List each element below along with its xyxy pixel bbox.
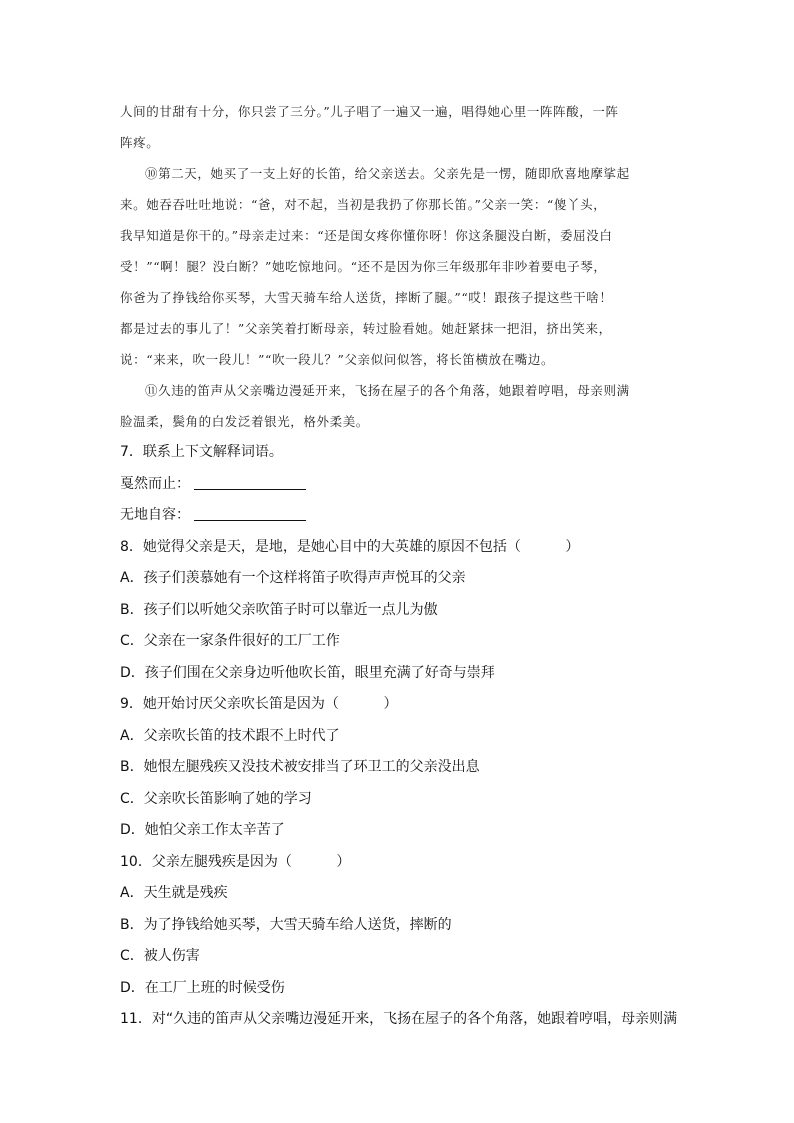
question-7 <box>120 437 676 532</box>
option-a[interactable]: A．天生就是残疾 <box>120 885 228 901</box>
reading-passage <box>120 96 676 437</box>
question-9 <box>120 689 676 847</box>
option-d[interactable]: D．孩子们围在父亲身边听他吹长笛，眼里充满了好奇与崇拜 <box>120 664 495 681</box>
question-stem-end: ） <box>336 853 351 870</box>
question-8 <box>120 532 676 690</box>
passage-line: 你爸为了挣钱给你买琴，大雪天骑车给人送货，摔断了腿。”“哎！跟孩子提这些干啥！ <box>120 290 613 305</box>
question-stem-text: 10．父亲左腿残疾是因为（ <box>120 853 292 870</box>
vocab-word: 戛然而止： <box>120 475 190 492</box>
vocab-word: 无地自容： <box>120 507 190 523</box>
question-stem: 11．对“久违的笛声从父亲嘴边漫延开来，飞扬在屋子的各个角落，她跟着哼唱，母亲则满 <box>120 1011 678 1027</box>
passage-line: ⑩第二天，她买了一支上好的长笛，给父亲送去。父亲先是一愣，随即欣喜地摩挲起 <box>145 166 630 181</box>
option-c[interactable]: C．被人伤害 <box>120 948 200 964</box>
option-a[interactable]: A．孩子们羡慕她有一个这样将笛子吹得声声悦耳的父亲 <box>120 570 466 586</box>
answer-paren[interactable] <box>521 532 566 564</box>
question-stem-text: 8．她觉得父亲是天，是地，是她心目中的大英雄的原因不包括（ <box>120 538 521 555</box>
option-d[interactable]: D．她怕父亲工作太辛苦了 <box>120 822 285 838</box>
answer-blank[interactable] <box>194 472 306 490</box>
option-a[interactable]: A．父亲吹长笛的技术跟不上时代了 <box>120 727 340 744</box>
question-stem-text: 9．她开始讨厌父亲吹长笛是因为（ <box>120 696 339 712</box>
passage-line: 受！”“啊！腿？没白断？”她吃惊地问。“还不是因为你三年级那年非吵着要电子琴， <box>120 259 607 274</box>
option-d[interactable]: D．在工厂上班的时候受伤 <box>120 979 285 996</box>
option-c[interactable]: C．父亲在一家条件很好的工厂工作 <box>120 633 340 649</box>
passage-line: 我早知道是你干的。”母亲走过来：“还是闺女疼你懂你呀！你这条腿没白断，委屈没白 <box>120 228 613 243</box>
option-c[interactable]: C．父亲吹长笛影响了她的学习 <box>120 790 312 807</box>
question-stem <box>120 532 676 564</box>
option-b[interactable]: B．为了挣钱给她买琴，大雪天骑车给人送货，摔断的 <box>120 916 452 933</box>
question-10 <box>120 847 676 1005</box>
answer-paren[interactable] <box>339 689 384 721</box>
passage-line: 阵疼。 <box>120 135 160 150</box>
passage-line: 人间的甘甜有十分，你只尝了三分。”儿子唱了一遍又一遍，唱得她心里一阵阵酸，一阵 <box>120 104 619 119</box>
question-stem <box>120 847 676 879</box>
option-b[interactable]: B．孩子们以听她父亲吹笛子时可以靠近一点儿为傲 <box>120 601 438 618</box>
vocab-item <box>120 500 676 532</box>
question-stem: 7．联系上下文解释词语。 <box>120 444 283 460</box>
option-b[interactable]: B．她恨左腿残疾又没技术被安排当了环卫工的父亲没出息 <box>120 759 480 775</box>
passage-line: 都是过去的事儿了！”父亲笑着打断母亲，转过脸看她。她赶紧抹一把泪，挤出笑来， <box>120 321 612 336</box>
passage-line: ⑪久违的笛声从父亲嘴边漫延开来，飞扬在屋子的各个角落，她跟着哼唱，母亲则满 <box>145 383 630 398</box>
question-stem-end: ） <box>383 696 398 712</box>
passage-line: 来。她吞吞吐吐地说：“爸，对不起，当初是我扔了你那长笛。”父亲一笑：“傻丫头， <box>120 197 607 212</box>
passage-line: 脸温柔，鬓角的白发泛着银光，格外柔美。 <box>120 414 369 429</box>
exam-page <box>120 96 676 1036</box>
paragraph-11 <box>120 375 676 437</box>
question-stem-end: ） <box>565 538 580 555</box>
paragraph-9-tail <box>120 96 676 158</box>
question-11 <box>120 1004 676 1036</box>
answer-paren[interactable] <box>292 847 337 879</box>
passage-line: 说：“来来，吹一段儿！”“吹一段儿？”父亲似问似答，将长笛横放在嘴边。 <box>120 352 555 367</box>
question-stem <box>120 689 676 721</box>
vocab-item <box>120 469 676 501</box>
question-list <box>120 437 676 1036</box>
paragraph-10 <box>120 158 676 375</box>
answer-blank[interactable] <box>194 503 306 521</box>
